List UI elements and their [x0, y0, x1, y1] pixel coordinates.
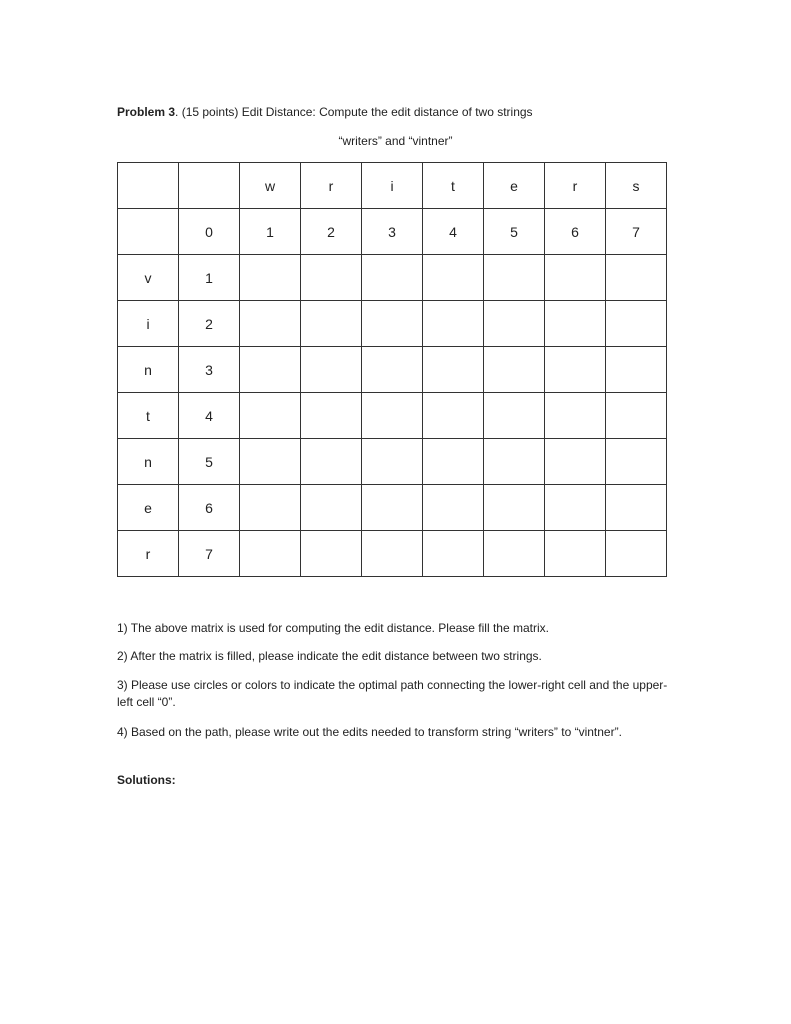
matrix-header-letter-cell: r — [545, 163, 606, 209]
matrix-empty-cell — [606, 301, 667, 347]
matrix-empty-cell — [606, 531, 667, 577]
matrix-header-index-cell: 1 — [240, 209, 301, 255]
matrix-row-letter-cell: r — [118, 531, 179, 577]
matrix-empty-cell — [362, 393, 423, 439]
matrix-empty-cell — [484, 393, 545, 439]
matrix-header-letter-cell — [179, 163, 240, 209]
question-3: 3) Please use circles or colors to indicate the optimal path connecting the lower-right cell and the upper-left cell “0”. — [117, 678, 668, 709]
matrix-row-index-cell: 3 — [179, 347, 240, 393]
strings-subtitle: “writers” and “vintner” — [338, 134, 453, 148]
matrix-empty-cell — [423, 531, 484, 577]
matrix-empty-cell — [545, 347, 606, 393]
matrix-empty-cell — [545, 393, 606, 439]
matrix-empty-cell — [423, 255, 484, 301]
solutions-label: Solutions: — [117, 773, 176, 787]
matrix-header-letters-row — [118, 163, 667, 209]
matrix-row — [118, 485, 667, 531]
matrix-empty-cell — [484, 255, 545, 301]
matrix-empty-cell — [606, 485, 667, 531]
matrix-row-index-cell: 4 — [179, 393, 240, 439]
matrix-empty-cell — [423, 347, 484, 393]
matrix-empty-cell — [362, 301, 423, 347]
matrix-empty-cell — [301, 439, 362, 485]
matrix-header-index-cell: 2 — [301, 209, 362, 255]
matrix-empty-cell — [240, 347, 301, 393]
matrix-empty-cell — [606, 347, 667, 393]
matrix-row-letter-cell: e — [118, 485, 179, 531]
matrix-header-letter-cell: t — [423, 163, 484, 209]
matrix-row-letter-cell: v — [118, 255, 179, 301]
matrix-row — [118, 393, 667, 439]
matrix-empty-cell — [240, 255, 301, 301]
matrix-empty-cell — [240, 393, 301, 439]
matrix-empty-cell — [423, 485, 484, 531]
problem-label: Problem 3 — [117, 105, 176, 119]
matrix-empty-cell — [423, 301, 484, 347]
matrix-empty-cell — [545, 301, 606, 347]
matrix-row-index-cell: 6 — [179, 485, 240, 531]
matrix-row-letter-cell: n — [118, 439, 179, 485]
question-4: 4) Based on the path, please write out the edits needed to transform string “writers” to “vintner”. — [117, 725, 622, 739]
matrix-empty-cell — [606, 255, 667, 301]
matrix-row-letter-cell: t — [118, 393, 179, 439]
matrix-row-letter-cell: i — [118, 301, 179, 347]
matrix-empty-cell — [606, 393, 667, 439]
question-2: 2) After the matrix is filled, please indicate the edit distance between two strings. — [117, 649, 542, 663]
matrix-row-index-cell: 2 — [179, 301, 240, 347]
matrix-row-index-cell: 5 — [179, 439, 240, 485]
matrix-empty-cell — [484, 485, 545, 531]
matrix-empty-cell — [301, 531, 362, 577]
matrix-empty-cell — [545, 485, 606, 531]
matrix-row — [118, 301, 667, 347]
matrix-empty-cell — [484, 347, 545, 393]
matrix-empty-cell — [301, 347, 362, 393]
matrix-header-index-cell: 5 — [484, 209, 545, 255]
matrix-header-index-row — [118, 209, 667, 255]
matrix-empty-cell — [423, 393, 484, 439]
matrix-empty-cell — [362, 485, 423, 531]
matrix-header-index-cell: 7 — [606, 209, 667, 255]
matrix-empty-cell — [362, 531, 423, 577]
matrix-empty-cell — [484, 531, 545, 577]
matrix-header-letter-cell: w — [240, 163, 301, 209]
matrix-empty-cell — [301, 255, 362, 301]
matrix-empty-cell — [545, 255, 606, 301]
matrix-empty-cell — [301, 485, 362, 531]
matrix-header-letter-cell — [118, 163, 179, 209]
edit-distance-matrix — [117, 162, 667, 577]
question-1: 1) The above matrix is used for computing the edit distance. Please fill the matrix. — [117, 621, 549, 635]
matrix-empty-cell — [545, 531, 606, 577]
matrix-header-index-cell: 0 — [179, 209, 240, 255]
matrix-row-index-cell: 1 — [179, 255, 240, 301]
matrix-header-letter-cell: r — [301, 163, 362, 209]
matrix-header-index-cell: 4 — [423, 209, 484, 255]
matrix-row-index-cell: 7 — [179, 531, 240, 577]
matrix-empty-cell — [362, 255, 423, 301]
matrix-row-letter-cell: n — [118, 347, 179, 393]
matrix-empty-cell — [362, 347, 423, 393]
problem-description: . (15 points) Edit Distance: Compute the edit distance of two strings — [175, 105, 533, 119]
matrix-header-index-cell — [118, 209, 179, 255]
matrix-header-letter-cell: e — [484, 163, 545, 209]
matrix-empty-cell — [240, 485, 301, 531]
matrix-empty-cell — [301, 393, 362, 439]
matrix-empty-cell — [484, 439, 545, 485]
matrix-header-letter-cell: s — [606, 163, 667, 209]
matrix-empty-cell — [484, 301, 545, 347]
matrix-header-letter-cell: i — [362, 163, 423, 209]
matrix-row — [118, 531, 667, 577]
matrix-empty-cell — [423, 439, 484, 485]
matrix-empty-cell — [301, 301, 362, 347]
problem-heading — [117, 105, 533, 119]
matrix-empty-cell — [240, 531, 301, 577]
matrix-row — [118, 255, 667, 301]
matrix-row — [118, 439, 667, 485]
matrix-empty-cell — [240, 439, 301, 485]
matrix-header-index-cell: 3 — [362, 209, 423, 255]
matrix-empty-cell — [240, 301, 301, 347]
matrix-empty-cell — [362, 439, 423, 485]
matrix-empty-cell — [606, 439, 667, 485]
matrix-row — [118, 347, 667, 393]
matrix-empty-cell — [545, 439, 606, 485]
matrix-header-index-cell: 6 — [545, 209, 606, 255]
